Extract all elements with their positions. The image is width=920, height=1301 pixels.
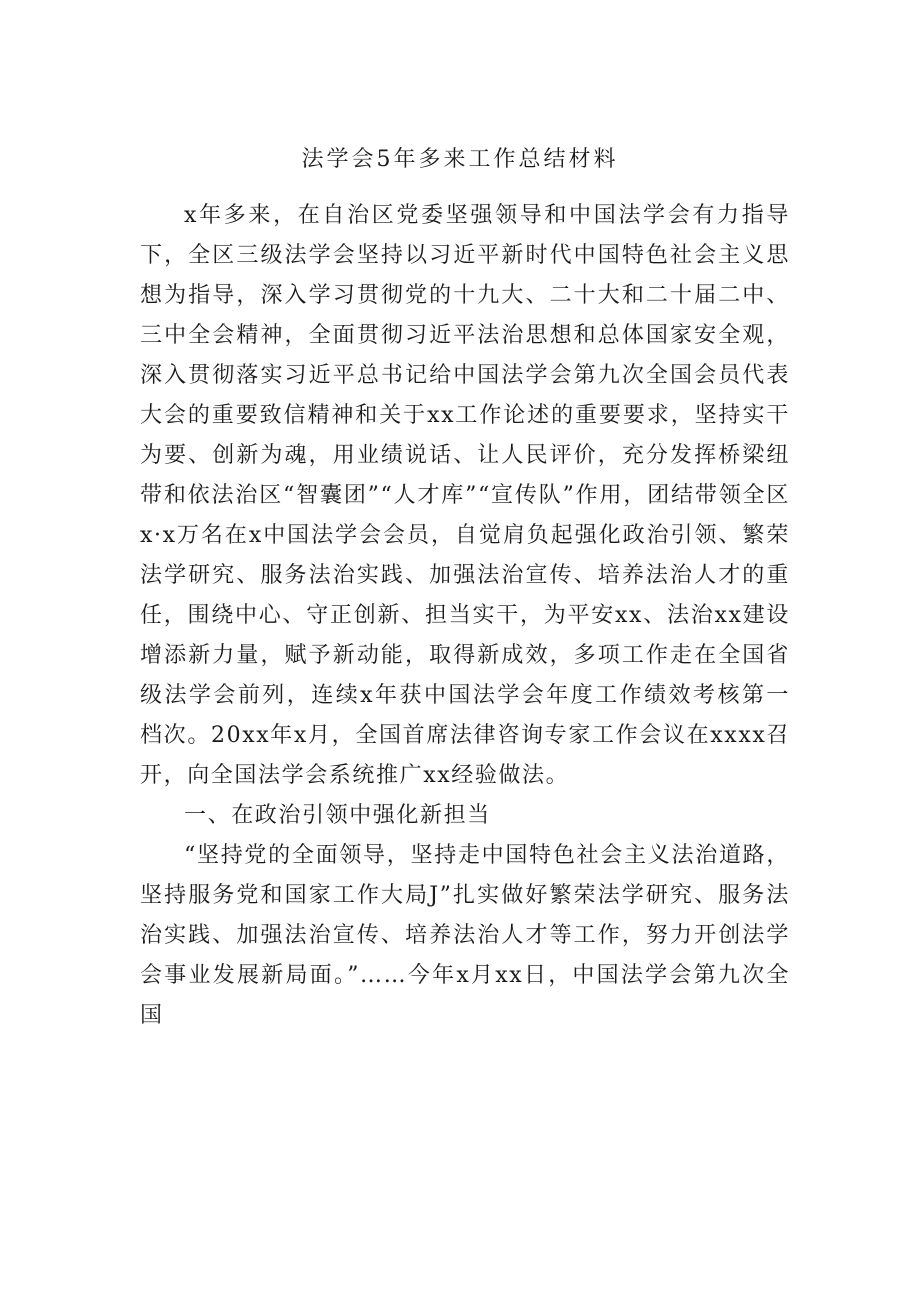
document-title: 法学会5年多来工作总结材料 (301, 147, 619, 172)
section-paragraph: “坚持党的全面领导，坚持走中国特色社会主义法治道路，坚持服务党和国家工作大局J”扎实做好繁荣法学研究、服务法治实践、加强法治宣传、培养法治人才等工作，努力开创法学会事业发展新局面。”……今年x月xx日，中国法学会第九次全国 (140, 843, 790, 1028)
document-body (140, 196, 790, 1036)
section-heading: 一、在政治引领中强化新担当 (184, 803, 491, 828)
intro-paragraph: x年多来，在自治区党委坚强领导和中国法学会有力指导下，全区三级法学会坚持以习近平新时代中国特色社会主义思想为指导，深入学习贯彻党的十九大、二十大和二十届二中、三中全会精神，全面贯彻习近平法治思想和总体国家安全观，深入贯彻落实习近平总书记给中国法学会第九次全国会员代表大会的重要致信精神和关于xx工作论述的重要要求，坚持实干为要、创新为魂，用业绩说话、让人民评价，充分发挥桥梁纽带和依法治区“智囊团”“人才库”“宣传队”作用，团结带领全区x·x万名在x中国法学会会员，自觉肩负起强化政治引领、繁荣法学研究、服务法治实践、加强法治宣传、培养法治人才的重任，围绕中心、守正创新、担当实干，为平安xx、法治xx建设增添新力量，赋予新动能，取得新成效，多项工作走在全国省级法学会前列，连续x年获中国法学会年度工作绩效考核第一档次。20xx年x月，全国首席法律咨询专家工作会议在xxxx召开，向全国法学会系统推广xx经验做法。 (140, 203, 790, 788)
